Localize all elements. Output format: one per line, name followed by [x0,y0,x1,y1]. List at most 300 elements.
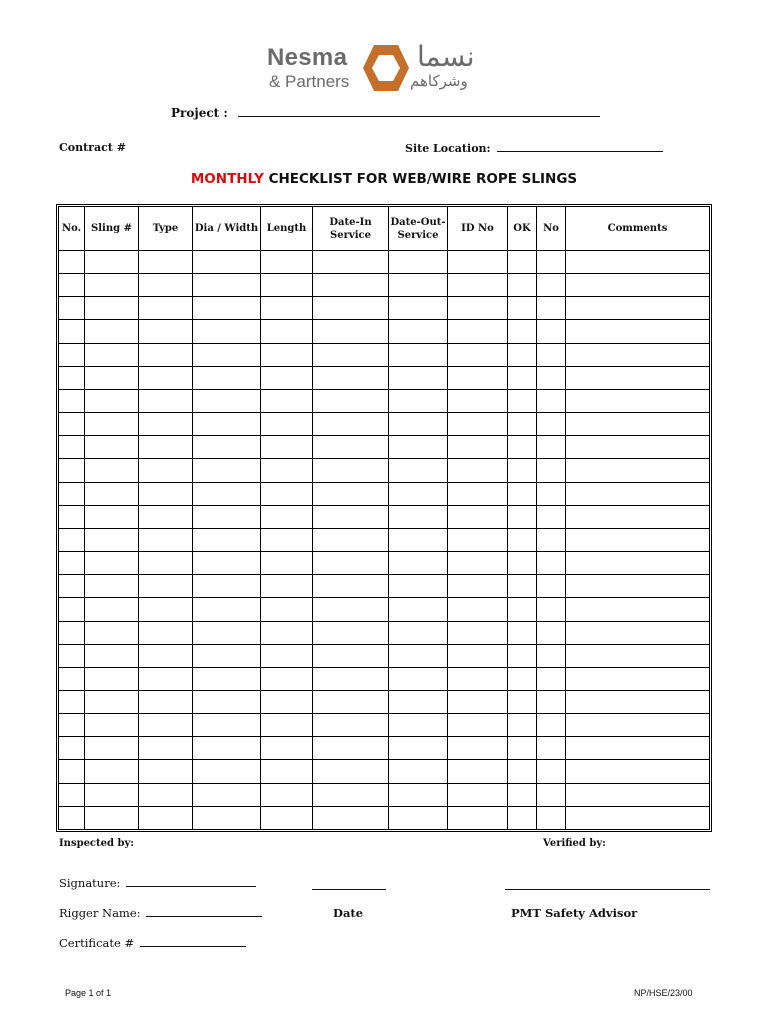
table-cell[interactable] [448,667,508,690]
table-cell[interactable] [566,413,710,436]
table-cell[interactable] [566,644,710,667]
table-cell[interactable] [59,251,85,274]
table-cell[interactable] [139,482,193,505]
table-cell[interactable] [566,505,710,528]
table-cell[interactable] [261,251,313,274]
table-cell[interactable] [139,621,193,644]
table-row [59,528,710,551]
table-cell[interactable] [313,320,389,343]
table-row [59,714,710,737]
table-cell[interactable] [537,783,566,806]
table-cell[interactable] [313,644,389,667]
table-cell[interactable] [508,806,537,829]
table-cell[interactable] [85,274,139,297]
table-cell[interactable] [193,389,261,412]
table-cell[interactable] [59,621,85,644]
table-cell[interactable] [448,598,508,621]
table-cell[interactable] [508,714,537,737]
table-cell[interactable] [537,505,566,528]
table-cell[interactable] [313,482,389,505]
table-cell[interactable] [313,737,389,760]
table-cell[interactable] [566,760,710,783]
table-cell[interactable] [389,552,448,575]
table-cell[interactable] [59,644,85,667]
table-cell[interactable] [508,552,537,575]
table-cell[interactable] [508,274,537,297]
table-cell[interactable] [59,297,85,320]
project-input-line[interactable] [238,106,600,117]
table-cell[interactable] [85,690,139,713]
table-cell[interactable] [261,737,313,760]
table-cell[interactable] [508,343,537,366]
table-cell[interactable] [313,760,389,783]
table-cell[interactable] [313,598,389,621]
table-cell[interactable] [59,343,85,366]
table-cell[interactable] [566,366,710,389]
table-cell[interactable] [537,413,566,436]
table-cell[interactable] [389,459,448,482]
col-header-date-in: Date-In Service [313,207,389,251]
company-logo [265,40,515,100]
table-cell[interactable] [389,505,448,528]
table-cell[interactable] [508,737,537,760]
table-cell[interactable] [313,274,389,297]
table-cell[interactable] [193,621,261,644]
table-cell[interactable] [85,459,139,482]
table-cell[interactable] [389,737,448,760]
table-cell[interactable] [537,598,566,621]
table-cell[interactable] [59,714,85,737]
table-cell[interactable] [448,783,508,806]
table-cell[interactable] [313,297,389,320]
table-cell[interactable] [139,505,193,528]
table-cell[interactable] [508,690,537,713]
table-cell[interactable] [193,413,261,436]
table-cell[interactable] [139,598,193,621]
site-location-input-line[interactable] [497,141,663,152]
table-cell[interactable] [261,366,313,389]
table-cell[interactable] [537,320,566,343]
signature-input-line[interactable] [126,876,256,887]
table-cell[interactable] [448,251,508,274]
page-number: Page 1 of 1 [65,988,112,998]
table-cell[interactable] [508,644,537,667]
table-cell[interactable] [537,528,566,551]
table-cell[interactable] [85,505,139,528]
table-cell[interactable] [59,552,85,575]
table-cell[interactable] [139,389,193,412]
table-cell[interactable] [193,320,261,343]
table-cell[interactable] [85,389,139,412]
table-cell[interactable] [85,667,139,690]
table-cell[interactable] [537,621,566,644]
table-cell[interactable] [389,482,448,505]
table-cell[interactable] [508,621,537,644]
table-cell[interactable] [508,528,537,551]
table-cell[interactable] [261,621,313,644]
table-cell[interactable] [566,320,710,343]
table-cell[interactable] [193,505,261,528]
table-cell[interactable] [313,575,389,598]
page-title [0,171,768,187]
col-header-sling: Sling # [85,207,139,251]
table-cell[interactable] [139,737,193,760]
table-cell[interactable] [59,806,85,829]
table-cell[interactable] [139,320,193,343]
table-cell[interactable] [537,714,566,737]
table-cell[interactable] [448,436,508,459]
table-cell[interactable] [313,528,389,551]
table-cell[interactable] [139,690,193,713]
table-cell[interactable] [313,413,389,436]
table-cell[interactable] [261,320,313,343]
table-cell[interactable] [389,320,448,343]
table-cell[interactable] [59,737,85,760]
table-cell[interactable] [85,343,139,366]
table-cell[interactable] [389,436,448,459]
table-cell[interactable] [193,251,261,274]
table-cell[interactable] [389,760,448,783]
table-cell[interactable] [85,737,139,760]
table-cell[interactable] [85,552,139,575]
table-cell[interactable] [389,575,448,598]
table-cell[interactable] [313,505,389,528]
table-cell[interactable] [139,297,193,320]
table-cell[interactable] [389,343,448,366]
table-cell[interactable] [59,598,85,621]
table-cell[interactable] [508,505,537,528]
table-cell[interactable] [59,528,85,551]
table-cell[interactable] [139,251,193,274]
table-cell[interactable] [313,343,389,366]
table-row [59,436,710,459]
table-cell[interactable] [193,737,261,760]
table-cell[interactable] [448,714,508,737]
rigger-name-input-line[interactable] [146,906,262,917]
table-cell[interactable] [85,644,139,667]
table-cell[interactable] [193,274,261,297]
table-cell[interactable] [85,366,139,389]
table-cell[interactable] [261,598,313,621]
table-cell[interactable] [85,482,139,505]
signature-label: Signature: [59,876,121,890]
table-cell[interactable] [85,783,139,806]
table-cell[interactable] [537,760,566,783]
table-cell[interactable] [261,806,313,829]
table-cell[interactable] [193,366,261,389]
table-cell[interactable] [313,251,389,274]
table-cell[interactable] [261,760,313,783]
table-row [59,598,710,621]
table-cell[interactable] [566,274,710,297]
table-cell[interactable] [508,783,537,806]
table-cell[interactable] [508,366,537,389]
table-cell[interactable] [566,552,710,575]
table-cell[interactable] [193,436,261,459]
table-cell[interactable] [59,760,85,783]
table-cell[interactable] [448,413,508,436]
table-cell[interactable] [566,528,710,551]
table-cell[interactable] [193,343,261,366]
table-cell[interactable] [537,274,566,297]
table-cell[interactable] [313,806,389,829]
table-cell[interactable] [193,667,261,690]
table-cell[interactable] [566,690,710,713]
table-cell[interactable] [448,320,508,343]
table-cell[interactable] [85,297,139,320]
table-cell[interactable] [59,436,85,459]
table-cell[interactable] [537,667,566,690]
table-cell[interactable] [139,413,193,436]
table-cell[interactable] [139,644,193,667]
table-cell[interactable] [448,644,508,667]
table-cell[interactable] [59,366,85,389]
table-cell[interactable] [508,482,537,505]
table-cell[interactable] [448,552,508,575]
table-cell[interactable] [85,413,139,436]
table-cell[interactable] [537,366,566,389]
table-cell[interactable] [508,389,537,412]
table-cell[interactable] [193,760,261,783]
table-cell[interactable] [566,459,710,482]
table-cell[interactable] [389,598,448,621]
table-cell[interactable] [537,343,566,366]
table-cell[interactable] [389,806,448,829]
table-cell[interactable] [389,714,448,737]
table-cell[interactable] [389,528,448,551]
table-cell[interactable] [389,621,448,644]
table-cell[interactable] [59,389,85,412]
table-cell[interactable] [85,714,139,737]
table-cell[interactable] [261,505,313,528]
col-header-type: Type [139,207,193,251]
table-cell[interactable] [139,552,193,575]
table-cell[interactable] [508,297,537,320]
table-cell[interactable] [85,575,139,598]
table-cell[interactable] [139,343,193,366]
table-cell[interactable] [261,436,313,459]
table-cell[interactable] [261,783,313,806]
table-cell[interactable] [139,783,193,806]
table-cell[interactable] [193,806,261,829]
table-cell[interactable] [139,806,193,829]
table-cell[interactable] [59,413,85,436]
table-cell[interactable] [566,714,710,737]
table-cell[interactable] [59,505,85,528]
table-row [59,552,710,575]
table-cell[interactable] [59,575,85,598]
table-cell[interactable] [261,690,313,713]
table-cell[interactable] [566,297,710,320]
table-cell[interactable] [566,667,710,690]
table-cell[interactable] [448,760,508,783]
certificate-input-line[interactable] [140,936,246,947]
table-cell[interactable] [261,714,313,737]
table-row [59,621,710,644]
table-cell[interactable] [313,389,389,412]
table-cell[interactable] [508,575,537,598]
table-cell[interactable] [313,366,389,389]
table-cell[interactable] [566,598,710,621]
table-cell[interactable] [193,552,261,575]
table-cell[interactable] [448,389,508,412]
table-row [59,644,710,667]
table-cell[interactable] [537,459,566,482]
table-cell[interactable] [537,552,566,575]
table-cell[interactable] [85,436,139,459]
table-cell[interactable] [85,251,139,274]
table-cell[interactable] [389,783,448,806]
table-cell[interactable] [59,482,85,505]
table-cell[interactable] [313,459,389,482]
table-cell[interactable] [313,436,389,459]
table-cell[interactable] [261,667,313,690]
table-cell[interactable] [59,783,85,806]
table-cell[interactable] [193,783,261,806]
table-cell[interactable] [389,366,448,389]
table-cell[interactable] [139,667,193,690]
table-cell[interactable] [389,297,448,320]
table-cell[interactable] [389,644,448,667]
table-cell[interactable] [508,436,537,459]
table-cell[interactable] [537,690,566,713]
table-cell[interactable] [566,436,710,459]
table-cell[interactable] [313,667,389,690]
table-cell[interactable] [448,366,508,389]
table-cell[interactable] [537,436,566,459]
table-cell[interactable] [193,575,261,598]
table-cell[interactable] [85,528,139,551]
table-cell[interactable] [193,482,261,505]
table-cell[interactable] [261,644,313,667]
table-cell[interactable] [139,274,193,297]
table-cell[interactable] [389,413,448,436]
table-cell[interactable] [566,806,710,829]
table-row [59,760,710,783]
table-cell[interactable] [193,644,261,667]
table-cell[interactable] [389,667,448,690]
table-cell[interactable] [139,760,193,783]
table-cell[interactable] [59,274,85,297]
table-cell[interactable] [313,552,389,575]
table-cell[interactable] [537,389,566,412]
pmt-safety-signature-line[interactable] [505,879,710,890]
table-cell[interactable] [261,552,313,575]
table-cell[interactable] [389,251,448,274]
table-cell[interactable] [85,598,139,621]
table-cell[interactable] [261,389,313,412]
table-cell[interactable] [261,528,313,551]
table-cell[interactable] [313,690,389,713]
table-cell[interactable] [537,251,566,274]
table-cell[interactable] [508,459,537,482]
table-cell[interactable] [537,806,566,829]
table-cell[interactable] [261,413,313,436]
table-cell[interactable] [193,598,261,621]
table-cell[interactable] [508,320,537,343]
table-cell[interactable] [508,251,537,274]
table-cell[interactable] [261,297,313,320]
table-cell[interactable] [261,343,313,366]
table-cell[interactable] [537,297,566,320]
table-cell[interactable] [448,482,508,505]
table-cell[interactable] [59,690,85,713]
table-cell[interactable] [193,528,261,551]
table-cell[interactable] [566,343,710,366]
table-cell[interactable] [261,459,313,482]
table-cell[interactable] [389,389,448,412]
table-cell[interactable] [566,251,710,274]
table-cell[interactable] [448,528,508,551]
table-cell[interactable] [448,505,508,528]
table-cell[interactable] [139,459,193,482]
table-cell[interactable] [566,575,710,598]
table-cell[interactable] [448,274,508,297]
table-cell[interactable] [85,320,139,343]
table-cell[interactable] [313,783,389,806]
signature-field [59,876,256,890]
table-cell[interactable] [537,575,566,598]
table-cell[interactable] [193,690,261,713]
table-cell[interactable] [448,575,508,598]
table-cell[interactable] [85,621,139,644]
table-cell[interactable] [139,436,193,459]
table-cell[interactable] [59,459,85,482]
table-cell[interactable] [193,459,261,482]
table-cell[interactable] [261,575,313,598]
table-cell[interactable] [566,389,710,412]
table-row [59,320,710,343]
table-cell[interactable] [448,690,508,713]
table-cell[interactable] [261,482,313,505]
table-cell[interactable] [193,297,261,320]
table-cell[interactable] [537,482,566,505]
table-cell[interactable] [448,621,508,644]
table-cell[interactable] [448,459,508,482]
table-cell[interactable] [448,297,508,320]
table-cell[interactable] [139,575,193,598]
table-cell[interactable] [508,413,537,436]
table-cell[interactable] [139,714,193,737]
table-cell[interactable] [85,760,139,783]
table-cell[interactable] [537,737,566,760]
table-cell[interactable] [59,667,85,690]
table-cell[interactable] [193,714,261,737]
table-cell[interactable] [313,621,389,644]
table-cell[interactable] [537,644,566,667]
table-cell[interactable] [85,806,139,829]
table-cell[interactable] [59,320,85,343]
date-input-line[interactable] [312,879,386,890]
table-cell[interactable] [508,667,537,690]
table-cell[interactable] [313,714,389,737]
table-cell[interactable] [389,274,448,297]
table-cell[interactable] [448,806,508,829]
table-cell[interactable] [508,598,537,621]
table-cell[interactable] [389,690,448,713]
table-cell[interactable] [139,528,193,551]
table-cell[interactable] [566,783,710,806]
table-cell[interactable] [566,621,710,644]
table-cell[interactable] [448,343,508,366]
table-cell[interactable] [566,737,710,760]
col-header-comments: Comments [566,207,710,251]
table-cell[interactable] [261,274,313,297]
table-cell[interactable] [448,737,508,760]
table-cell[interactable] [508,760,537,783]
table-cell[interactable] [139,366,193,389]
table-cell[interactable] [566,482,710,505]
